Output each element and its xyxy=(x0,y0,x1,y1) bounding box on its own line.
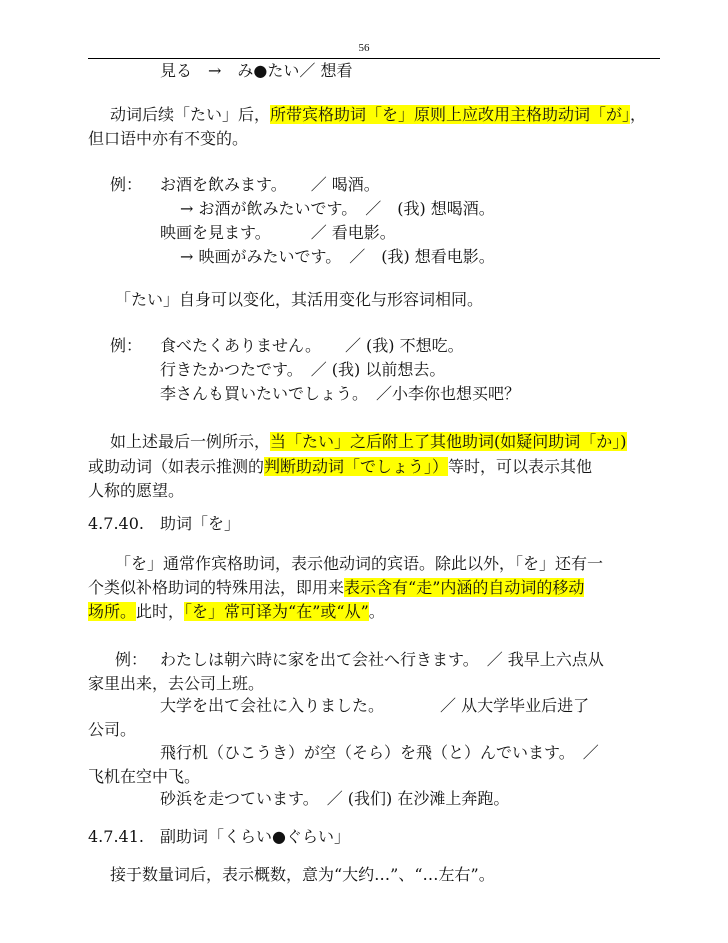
highlighted-text: 表示含有“走”内涵的自动词的移动 xyxy=(344,578,585,597)
text-run: 个类似补格助词的特殊用法，即用来 xyxy=(88,578,345,597)
highlighted-text: 所带宾格助词「を」原则上应改用主格助动词「が」 xyxy=(270,105,631,124)
text-line xyxy=(88,600,385,624)
text-line: 但口语中亦有不变的。 xyxy=(88,129,249,148)
text-line xyxy=(110,103,646,127)
text-line: 食べたくありません。 ／ (我) 不想吃。 xyxy=(160,336,464,355)
text-line: 飞机在空中飞。 xyxy=(88,767,201,786)
text-run: 如上述最后一例所示， xyxy=(110,432,271,451)
text-line: → 映画がみたいです。 ／ (我) 想看电影。 xyxy=(180,247,495,266)
text-line: 「たい」自身可以变化，其活用变化与形容词相同。 xyxy=(115,290,484,309)
text-line: 李さんも買いたいでしょう。 ／小李你也想买吧？ xyxy=(160,384,521,403)
example-label: 例： xyxy=(115,650,148,669)
text-line: 公司。 xyxy=(88,720,137,739)
text-run: 或助动词（如表示推测的 xyxy=(88,457,265,476)
example-label: 例： xyxy=(110,336,143,355)
text-line: → お酒が飲みたいです。 ／ (我) 想喝酒。 xyxy=(180,199,495,218)
section-heading: 4.7.41. 副助词「くらい●ぐらい」 xyxy=(88,827,350,846)
highlighted-text: 「を」常可译为“在”或“从” xyxy=(184,602,369,621)
text-line: 「を」通常作宾格助词，表示他动词的宾语。除此以外，「を」还有一 xyxy=(115,554,604,573)
text-run: 此时， xyxy=(136,602,185,621)
highlighted-text: 场所。 xyxy=(88,602,137,621)
text-run: 动词后续「たい」后， xyxy=(110,105,271,124)
highlighted-text: 判断助动词「でしょう」） xyxy=(264,457,449,476)
text-line: 接于数量词后，表示概数，意为“大约…”、“…左右”。 xyxy=(110,865,495,884)
text-line: 家里出来，去公司上班。 xyxy=(88,674,265,693)
text-line xyxy=(88,576,584,600)
text-run: ， xyxy=(630,105,647,124)
section-heading: 4.7.40. 助词「を」 xyxy=(88,514,240,533)
text-line: 行きたかつたです。 ／ (我) 以前想去。 xyxy=(160,360,446,379)
text-line: 見る → み●たい／ 想看 xyxy=(160,61,353,80)
highlighted-text: 当「たい」之后附上了其他助词(如疑问助词「か」) xyxy=(270,432,627,451)
text-line: 砂浜を走つています。 ／ (我们) 在沙滩上奔跑。 xyxy=(160,789,510,808)
text-line xyxy=(88,455,592,479)
text-line: わたしは朝六時に家を出て会社へ行きます。 ／ 我早上六点从 xyxy=(160,650,604,669)
example-label: 例： xyxy=(110,175,143,194)
text-line: お酒を飲みます。 ／ 喝酒。 xyxy=(160,175,380,194)
text-run: 。 xyxy=(368,602,385,621)
text-line xyxy=(110,430,627,454)
text-run: 等时，可以表示其他 xyxy=(448,457,593,476)
page-number: 56 xyxy=(358,42,370,54)
text-line: 飛行机（ひこうき）が空（そら）を飛（と）んでいます。 ／ xyxy=(160,743,599,762)
text-line: 大学を出て会社に入りました。 ／ 从大学毕业后进了 xyxy=(160,696,590,715)
text-line: 映画を見ます。 ／ 看电影。 xyxy=(160,223,396,242)
text-line: 人称的愿望。 xyxy=(88,481,185,500)
